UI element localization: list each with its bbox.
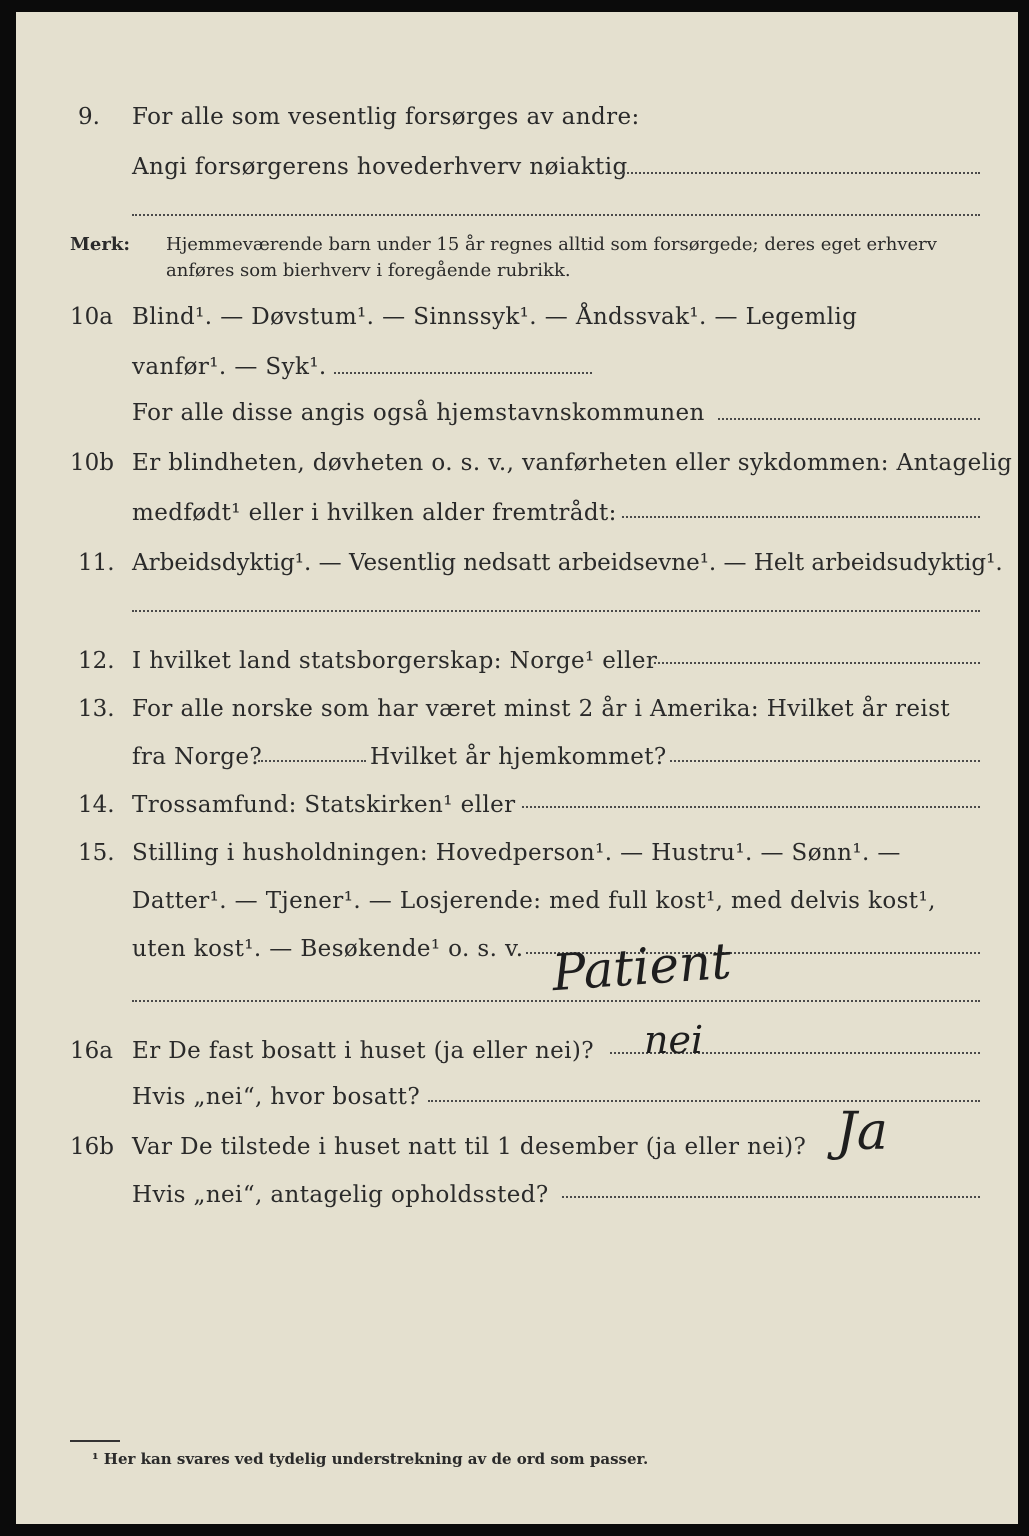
item-13-line-2b: Hvilket år hjemkommet? (370, 744, 667, 770)
item-14-line-1: Trossamfund: Statskirken¹ eller (132, 792, 516, 818)
item-13-line-1: For alle norske som har været minst 2 år i Amerika: Hvilket år reist (132, 696, 951, 722)
item-16a-line-2: Hvis „nei“, hvor bosatt? (132, 1084, 421, 1110)
handwritten-answer-16b: Ja (836, 1102, 888, 1162)
item-11-line-1: Arbeidsdyktig¹. — Vesentlig nedsatt arbeidsevne¹. — Helt arbeidsudyktig¹. (132, 550, 1003, 576)
answer-line-10a-syk[interactable] (334, 372, 592, 374)
item-10a-line-1: Blind¹. — Døvstum¹. — Sinnssyk¹. — Åndssvak¹. — Legemlig (132, 304, 858, 330)
answer-line-13-reist[interactable] (258, 760, 366, 762)
census-form-page (16, 12, 1018, 1524)
merk-line-2: anføres som bierhverv i foregående rubrikk. (166, 260, 571, 281)
item-10b-line-2: medfødt¹ eller i hvilken alder fremtrådt: (132, 500, 617, 526)
item-10b-line-1: Er blindheten, døvheten o. s. v., vanførheten eller sykdommen: Antagelig (132, 450, 1013, 476)
merk-line-1: Hjemmeværende barn under 15 år regnes alltid som forsørgede; deres eget erhverv (166, 234, 937, 255)
item-number-10b: 10b (70, 450, 114, 476)
item-number-16b: 16b (70, 1134, 114, 1160)
item-9-line-2: Angi forsørgerens hovederhverv nøiaktig (132, 154, 628, 180)
answer-line-11[interactable] (132, 610, 980, 612)
item-16b-line-1: Var De tilstede i huset natt til 1 desember (ja eller nei)? (132, 1134, 807, 1160)
answer-line-12[interactable] (654, 662, 980, 664)
item-16b-line-2: Hvis „nei“, antagelig opholdssted? (132, 1182, 549, 1208)
item-9-line-1: For alle som vesentlig forsørges av andre: (132, 104, 640, 130)
item-15-line-2: Datter¹. — Tjener¹. — Losjerende: med full kost¹, med delvis kost¹, (132, 888, 936, 914)
answer-line-13-hjemkommet[interactable] (670, 760, 980, 762)
answer-line-9b[interactable] (132, 214, 980, 216)
item-number-12: 12. (78, 648, 115, 674)
item-13-line-2a: fra Norge? (132, 744, 263, 770)
item-16a-line-1: Er De fast bosatt i huset (ja eller nei)? (132, 1038, 595, 1064)
answer-line-16a-bosatt[interactable] (428, 1100, 980, 1102)
item-15-line-1: Stilling i husholdningen: Hovedperson¹. — Hustru¹. — Sønn¹. — (132, 840, 901, 866)
handwritten-answer-15: Patient (550, 931, 733, 1003)
handwritten-answer-16a: nei (644, 1018, 704, 1062)
footnote: ¹ Her kan svares ved tydelig understrekning av de ord som passer. (92, 1450, 649, 1468)
item-number-13: 13. (78, 696, 115, 722)
item-15-line-3: uten kost¹. — Besøkende¹ o. s. v. (132, 936, 524, 962)
item-number-14: 14. (78, 792, 115, 818)
footnote-rule (70, 1440, 120, 1442)
item-number-15: 15. (78, 840, 115, 866)
merk-label: Merk: (70, 234, 130, 255)
answer-line-10a-kommune[interactable] (718, 418, 980, 420)
item-10a-line-2: vanfør¹. — Syk¹. (132, 354, 327, 380)
answer-line-9a[interactable] (620, 172, 980, 174)
item-12-line-1: I hvilket land statsborgerskap: Norge¹ eller (132, 648, 658, 674)
answer-line-10b[interactable] (622, 516, 980, 518)
answer-line-16b[interactable] (562, 1196, 980, 1198)
item-number-10a: 10a (70, 304, 113, 330)
answer-line-14[interactable] (522, 806, 980, 808)
item-number-16a: 16a (70, 1038, 113, 1064)
item-number-11: 11. (78, 550, 115, 576)
item-10a-line-3: For alle disse angis også hjemstavnskommunen (132, 400, 705, 426)
item-number-9: 9. (78, 104, 100, 130)
